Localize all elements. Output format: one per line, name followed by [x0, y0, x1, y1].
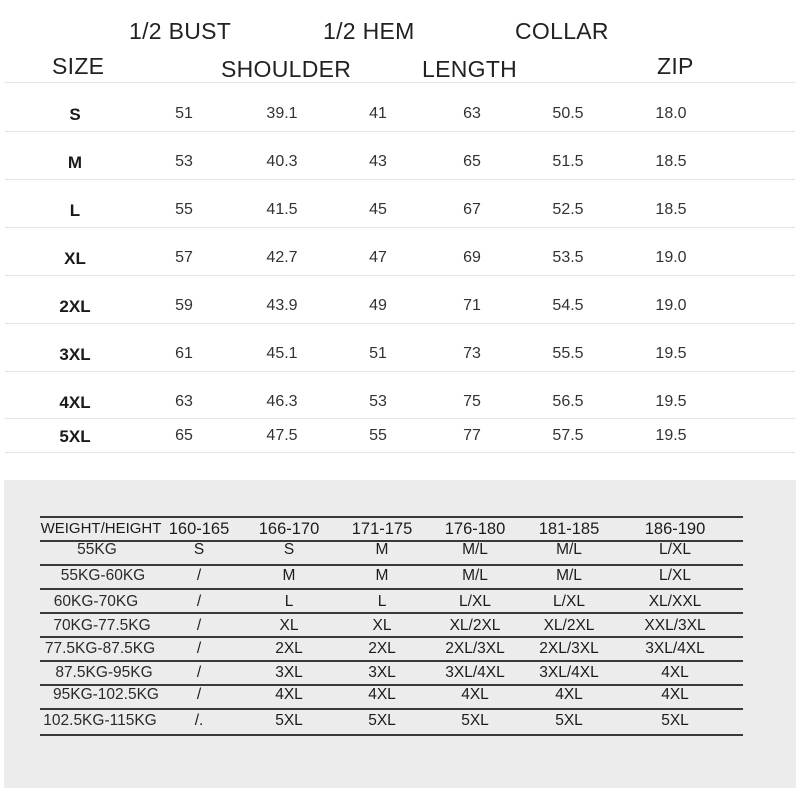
measurement-cell: 52.5 — [552, 201, 584, 218]
header-collar: COLLAR — [515, 18, 609, 44]
measurement-cell: 18.0 — [655, 105, 687, 122]
weight-height-fit-table — [4, 480, 796, 788]
measurement-cell: 19.5 — [655, 393, 687, 410]
recommended-size-cell: L/XL — [659, 567, 691, 584]
header-size: SIZE — [52, 53, 105, 79]
measurement-cell: 19.0 — [655, 297, 687, 314]
recommended-size-cell: L — [377, 593, 387, 610]
size-label: M — [67, 153, 83, 172]
measurement-cell: 55.5 — [552, 345, 584, 362]
measurement-cell: 18.5 — [655, 153, 687, 170]
measurement-cell: 77 — [463, 427, 481, 444]
row-divider — [40, 516, 743, 518]
measurement-cell: 19.5 — [655, 345, 687, 362]
measurement-cell: 47.5 — [266, 427, 298, 444]
recommended-size-cell: M/L — [556, 567, 582, 584]
header-half-bust: 1/2 BUST — [129, 18, 232, 44]
measurement-cell: 43 — [369, 153, 387, 170]
weight-range-label: 55KG — [77, 541, 117, 558]
row-divider — [40, 612, 743, 614]
recommended-size-cell: XL/2XL — [449, 617, 501, 634]
recommended-size-cell: 5XL — [461, 712, 489, 729]
height-range-header: 166-170 — [258, 520, 320, 538]
recommended-size-cell: / — [196, 640, 202, 657]
measurement-cell: 55 — [369, 427, 387, 444]
measurement-cell: 67 — [463, 201, 481, 218]
weight-range-label: 102.5KG-115KG — [43, 712, 157, 729]
recommended-size-cell: 3XL/4XL — [539, 664, 599, 681]
recommended-size-cell: / — [196, 686, 202, 703]
header-half-hem: 1/2 HEM — [323, 18, 415, 44]
recommended-size-cell: L/XL — [553, 593, 585, 610]
recommended-size-cell: /. — [194, 712, 204, 729]
recommended-size-cell: 4XL — [661, 686, 689, 703]
recommended-size-cell: 5XL — [661, 712, 689, 729]
recommended-size-cell: / — [196, 593, 202, 610]
measurement-cell: 50.5 — [552, 105, 584, 122]
measurement-cell: 55 — [175, 201, 193, 218]
row-divider — [40, 564, 743, 566]
weight-range-label: 95KG-102.5KG — [53, 686, 159, 703]
recommended-size-cell: L — [284, 593, 294, 610]
recommended-size-cell: M — [375, 541, 389, 558]
row-divider — [5, 418, 795, 419]
row-divider — [40, 734, 743, 736]
measurement-cell: 53.5 — [552, 249, 584, 266]
recommended-size-cell: 2XL/3XL — [539, 640, 599, 657]
row-divider — [5, 82, 795, 83]
size-label: L — [69, 201, 81, 220]
recommended-size-cell: M/L — [462, 541, 488, 558]
recommended-size-cell: 2XL — [275, 640, 303, 657]
measurement-cell: 43.9 — [266, 297, 298, 314]
measurement-cell: 42.7 — [266, 249, 298, 266]
recommended-size-cell: XL — [372, 617, 392, 634]
recommended-size-cell: 2XL/3XL — [445, 640, 505, 657]
height-range-header: 171-175 — [351, 520, 413, 538]
height-range-header: 181-185 — [538, 520, 600, 538]
measurement-cell: 53 — [175, 153, 193, 170]
recommended-size-cell: 2XL — [368, 640, 396, 657]
measurement-cell: 59 — [175, 297, 193, 314]
header-length: LENGTH — [422, 56, 518, 82]
measurement-cell: 69 — [463, 249, 481, 266]
recommended-size-cell: XL/XXL — [648, 593, 702, 610]
weight-range-label: 77.5KG-87.5KG — [44, 640, 156, 657]
measurement-cell: 19.0 — [655, 249, 687, 266]
row-divider — [40, 540, 743, 542]
recommended-size-cell: XL/2XL — [543, 617, 595, 634]
recommended-size-cell: / — [196, 567, 202, 584]
recommended-size-cell: 3XL/4XL — [445, 664, 505, 681]
recommended-size-cell: XXL/3XL — [644, 617, 706, 634]
row-divider — [5, 131, 795, 132]
measurement-cell: 19.5 — [655, 427, 687, 444]
weight-range-label: 70KG-77.5KG — [53, 617, 151, 634]
recommended-size-cell: L/XL — [459, 593, 491, 610]
size-label: 3XL — [59, 345, 91, 364]
measurement-cell: 53 — [369, 393, 387, 410]
row-divider — [5, 179, 795, 180]
measurement-cell: 39.1 — [266, 105, 298, 122]
row-divider — [40, 708, 743, 710]
measurement-cell: 46.3 — [266, 393, 298, 410]
row-divider — [5, 323, 795, 324]
size-label: XL — [64, 249, 86, 268]
measurement-cell: 63 — [175, 393, 193, 410]
measurement-cell: 18.5 — [655, 201, 687, 218]
measurement-cell: 47 — [369, 249, 387, 266]
measurement-cell: 63 — [463, 105, 481, 122]
recommended-size-cell: S — [283, 541, 295, 558]
measurement-cell: 54.5 — [552, 297, 584, 314]
recommended-size-cell: 5XL — [555, 712, 583, 729]
recommended-size-cell: XL — [279, 617, 299, 634]
measurement-cell: 57.5 — [552, 427, 584, 444]
recommended-size-cell: / — [196, 617, 202, 634]
weight-range-label: 60KG-70KG — [53, 593, 139, 610]
recommended-size-cell: 5XL — [368, 712, 396, 729]
height-range-header: 160-165 — [168, 520, 230, 538]
measurement-cell: 41.5 — [266, 201, 298, 218]
measurement-cell: 49 — [369, 297, 387, 314]
recommended-size-cell: M — [282, 567, 296, 584]
measurement-cell: 51 — [175, 105, 193, 122]
recommended-size-cell: 5XL — [275, 712, 303, 729]
row-divider — [5, 371, 795, 372]
measurement-cell: 65 — [463, 153, 481, 170]
size-label: 4XL — [59, 393, 91, 412]
measurement-cell: 65 — [175, 427, 193, 444]
measurement-cell: 56.5 — [552, 393, 584, 410]
row-divider — [40, 636, 743, 638]
measurement-cell: 51 — [369, 345, 387, 362]
row-divider — [5, 452, 795, 453]
size-label: 5XL — [59, 427, 91, 446]
recommended-size-cell: 4XL — [661, 664, 689, 681]
measurement-cell: 45.1 — [266, 345, 298, 362]
measurement-cell: 40.3 — [266, 153, 298, 170]
recommended-size-cell: L/XL — [659, 541, 691, 558]
measurement-cell: 73 — [463, 345, 481, 362]
measurement-cell: 61 — [175, 345, 193, 362]
size-label: 2XL — [59, 297, 91, 316]
recommended-size-cell: M — [375, 567, 389, 584]
recommended-size-cell: 4XL — [461, 686, 489, 703]
recommended-size-cell: 4XL — [368, 686, 396, 703]
measurement-cell: 57 — [175, 249, 193, 266]
measurement-cell: 71 — [463, 297, 481, 314]
recommended-size-cell: 4XL — [555, 686, 583, 703]
row-divider — [5, 275, 795, 276]
recommended-size-cell: / — [196, 664, 202, 681]
size-label: S — [69, 105, 81, 124]
measurement-cell: 41 — [369, 105, 387, 122]
row-divider — [5, 227, 795, 228]
measurement-cell: 75 — [463, 393, 481, 410]
recommended-size-cell: 4XL — [275, 686, 303, 703]
recommended-size-cell: M/L — [556, 541, 582, 558]
row-divider — [40, 588, 743, 590]
corner-label-weight-height: WEIGHT/HEIGHT — [40, 520, 162, 537]
recommended-size-cell: 3XL — [368, 664, 396, 681]
header-zip: ZIP — [657, 53, 694, 79]
recommended-size-cell: 3XL/4XL — [645, 640, 705, 657]
recommended-size-cell: 3XL — [275, 664, 303, 681]
measurement-cell: 51.5 — [552, 153, 584, 170]
measurement-cell: 45 — [369, 201, 387, 218]
weight-range-label: 55KG-60KG — [60, 567, 146, 584]
recommended-size-cell: S — [193, 541, 205, 558]
height-range-header: 186-190 — [644, 520, 706, 538]
header-shoulder: SHOULDER — [221, 56, 352, 82]
height-range-header: 176-180 — [444, 520, 506, 538]
recommended-size-cell: M/L — [462, 567, 488, 584]
row-divider — [40, 660, 743, 662]
weight-range-label: 87.5KG-95KG — [55, 664, 153, 681]
